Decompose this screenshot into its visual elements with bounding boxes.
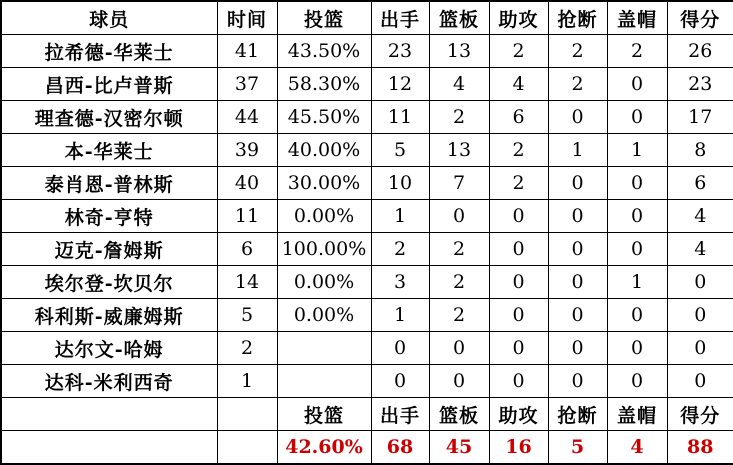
table-body bbox=[1, 35, 733, 398]
column-header-points: 得分 bbox=[667, 1, 733, 35]
stat-cell: 0 bbox=[429, 200, 489, 233]
stat-cell bbox=[277, 365, 371, 398]
stat-cell: 2 bbox=[429, 101, 489, 134]
player-name-cell: 埃尔登-坎贝尔 bbox=[1, 266, 217, 299]
stat-cell: 11 bbox=[371, 101, 429, 134]
stat-cell: 44 bbox=[217, 101, 277, 134]
total-blocks: 4 bbox=[607, 431, 667, 465]
stat-cell: 7 bbox=[429, 167, 489, 200]
stat-cell: 2 bbox=[371, 233, 429, 266]
stat-cell: 6 bbox=[217, 233, 277, 266]
player-name-cell: 本-华莱士 bbox=[1, 134, 217, 167]
stat-cell: 0 bbox=[667, 299, 733, 332]
stat-cell: 0 bbox=[548, 266, 607, 299]
stat-cell: 1 bbox=[371, 299, 429, 332]
stat-cell: 40 bbox=[217, 167, 277, 200]
column-header-assists: 助攻 bbox=[489, 1, 548, 35]
stat-cell: 100.00% bbox=[277, 233, 371, 266]
stat-cell: 0.00% bbox=[277, 200, 371, 233]
total-fg-pct: 42.60% bbox=[277, 431, 371, 465]
player-name-cell: 林奇-亨特 bbox=[1, 200, 217, 233]
stat-cell: 0 bbox=[548, 233, 607, 266]
stat-cell: 1 bbox=[548, 134, 607, 167]
table-row bbox=[1, 266, 733, 299]
stat-cell: 43.50% bbox=[277, 35, 371, 68]
column-header-attempts: 出手 bbox=[371, 1, 429, 35]
stat-cell: 0 bbox=[429, 365, 489, 398]
empty-cell bbox=[1, 398, 217, 431]
stat-cell: 0 bbox=[607, 233, 667, 266]
stat-cell: 4 bbox=[667, 200, 733, 233]
footer-label-fg-pct: 投篮 bbox=[277, 398, 371, 431]
stat-cell: 12 bbox=[371, 68, 429, 101]
table-row bbox=[1, 35, 733, 68]
column-header-player: 球员 bbox=[1, 1, 217, 35]
footer-label-rebounds: 篮板 bbox=[429, 398, 489, 431]
stat-cell: 17 bbox=[667, 101, 733, 134]
stat-cell: 2 bbox=[429, 266, 489, 299]
stat-cell: 0 bbox=[607, 68, 667, 101]
stat-cell: 4 bbox=[429, 68, 489, 101]
stat-cell bbox=[277, 332, 371, 365]
stat-cell: 13 bbox=[429, 134, 489, 167]
table-row bbox=[1, 365, 733, 398]
stat-cell: 37 bbox=[217, 68, 277, 101]
table-row bbox=[1, 134, 733, 167]
stat-cell: 0 bbox=[607, 167, 667, 200]
table-row bbox=[1, 299, 733, 332]
stat-cell: 2 bbox=[489, 35, 548, 68]
stat-cell: 0 bbox=[489, 299, 548, 332]
stat-cell: 0 bbox=[607, 299, 667, 332]
column-header-steals: 抢断 bbox=[548, 1, 607, 35]
player-name-cell: 迈克-詹姆斯 bbox=[1, 233, 217, 266]
stat-cell: 10 bbox=[371, 167, 429, 200]
stat-cell: 41 bbox=[217, 35, 277, 68]
stat-cell: 5 bbox=[371, 134, 429, 167]
stat-cell: 0 bbox=[489, 332, 548, 365]
stat-cell: 2 bbox=[489, 167, 548, 200]
table-row bbox=[1, 167, 733, 200]
stat-cell: 4 bbox=[489, 68, 548, 101]
stat-cell: 45.50% bbox=[277, 101, 371, 134]
stat-cell: 0 bbox=[548, 299, 607, 332]
total-points: 88 bbox=[667, 431, 733, 465]
footer-label-assists: 助攻 bbox=[489, 398, 548, 431]
empty-cell bbox=[217, 431, 277, 465]
stat-cell: 0 bbox=[548, 101, 607, 134]
stat-cell: 2 bbox=[429, 299, 489, 332]
footer-label-row bbox=[1, 398, 733, 431]
stat-cell: 2 bbox=[489, 134, 548, 167]
stat-cell: 1 bbox=[607, 134, 667, 167]
total-rebounds: 45 bbox=[429, 431, 489, 465]
stat-cell: 39 bbox=[217, 134, 277, 167]
player-name-cell: 科利斯-威廉姆斯 bbox=[1, 299, 217, 332]
table-row bbox=[1, 200, 733, 233]
stat-cell: 2 bbox=[429, 233, 489, 266]
stat-cell: 1 bbox=[217, 365, 277, 398]
stat-cell: 2 bbox=[217, 332, 277, 365]
footer-label-points: 得分 bbox=[667, 398, 733, 431]
stat-cell: 0 bbox=[429, 332, 489, 365]
stat-cell: 0 bbox=[607, 101, 667, 134]
total-attempts: 68 bbox=[371, 431, 429, 465]
stat-cell: 0 bbox=[667, 332, 733, 365]
stat-cell: 2 bbox=[548, 35, 607, 68]
stat-cell: 2 bbox=[607, 35, 667, 68]
stat-cell: 0 bbox=[667, 365, 733, 398]
stat-cell: 5 bbox=[217, 299, 277, 332]
column-header-fg-pct: 投篮 bbox=[277, 1, 371, 35]
stat-cell: 0 bbox=[607, 365, 667, 398]
footer-label-blocks: 盖帽 bbox=[607, 398, 667, 431]
player-name-cell: 拉希德-华莱士 bbox=[1, 35, 217, 68]
player-name-cell: 泰肖恩-普林斯 bbox=[1, 167, 217, 200]
total-steals: 5 bbox=[548, 431, 607, 465]
player-name-cell: 理查德-汉密尔顿 bbox=[1, 101, 217, 134]
stat-cell: 1 bbox=[607, 266, 667, 299]
stat-cell: 6 bbox=[489, 101, 548, 134]
stat-cell: 23 bbox=[371, 35, 429, 68]
player-name-cell: 达科-米利西奇 bbox=[1, 365, 217, 398]
stat-cell: 13 bbox=[429, 35, 489, 68]
empty-cell bbox=[1, 431, 217, 465]
stat-cell: 23 bbox=[667, 68, 733, 101]
stat-cell: 0 bbox=[607, 200, 667, 233]
table-row bbox=[1, 332, 733, 365]
stat-cell: 0 bbox=[667, 266, 733, 299]
table-row bbox=[1, 101, 733, 134]
stat-cell: 0 bbox=[489, 365, 548, 398]
player-name-cell: 昌西-比卢普斯 bbox=[1, 68, 217, 101]
stat-cell: 0 bbox=[548, 200, 607, 233]
table-row bbox=[1, 68, 733, 101]
column-header-rebounds: 篮板 bbox=[429, 1, 489, 35]
stat-cell: 4 bbox=[667, 233, 733, 266]
column-header-blocks: 盖帽 bbox=[607, 1, 667, 35]
stat-cell: 58.30% bbox=[277, 68, 371, 101]
stat-cell: 0 bbox=[371, 365, 429, 398]
column-header-minutes: 时间 bbox=[217, 1, 277, 35]
footer-label-attempts: 出手 bbox=[371, 398, 429, 431]
stat-cell: 0 bbox=[489, 200, 548, 233]
totals-row bbox=[1, 431, 733, 465]
player-name-cell: 达尔文-哈姆 bbox=[1, 332, 217, 365]
stat-cell: 26 bbox=[667, 35, 733, 68]
stat-cell: 14 bbox=[217, 266, 277, 299]
total-assists: 16 bbox=[489, 431, 548, 465]
stat-cell: 1 bbox=[371, 200, 429, 233]
stat-cell: 0 bbox=[548, 365, 607, 398]
stat-cell: 0 bbox=[607, 332, 667, 365]
stat-cell: 0 bbox=[548, 332, 607, 365]
stat-cell: 0.00% bbox=[277, 266, 371, 299]
stat-cell: 3 bbox=[371, 266, 429, 299]
empty-cell bbox=[217, 398, 277, 431]
stat-cell: 11 bbox=[217, 200, 277, 233]
stat-cell: 2 bbox=[548, 68, 607, 101]
footer-label-steals: 抢断 bbox=[548, 398, 607, 431]
stat-cell: 8 bbox=[667, 134, 733, 167]
stat-cell: 30.00% bbox=[277, 167, 371, 200]
table-row bbox=[1, 233, 733, 266]
stat-cell: 0.00% bbox=[277, 299, 371, 332]
header-row bbox=[1, 1, 733, 35]
stat-cell: 0 bbox=[489, 233, 548, 266]
stat-cell: 0 bbox=[548, 167, 607, 200]
stat-cell: 40.00% bbox=[277, 134, 371, 167]
stat-cell: 0 bbox=[371, 332, 429, 365]
stat-cell: 6 bbox=[667, 167, 733, 200]
stat-cell: 0 bbox=[489, 266, 548, 299]
